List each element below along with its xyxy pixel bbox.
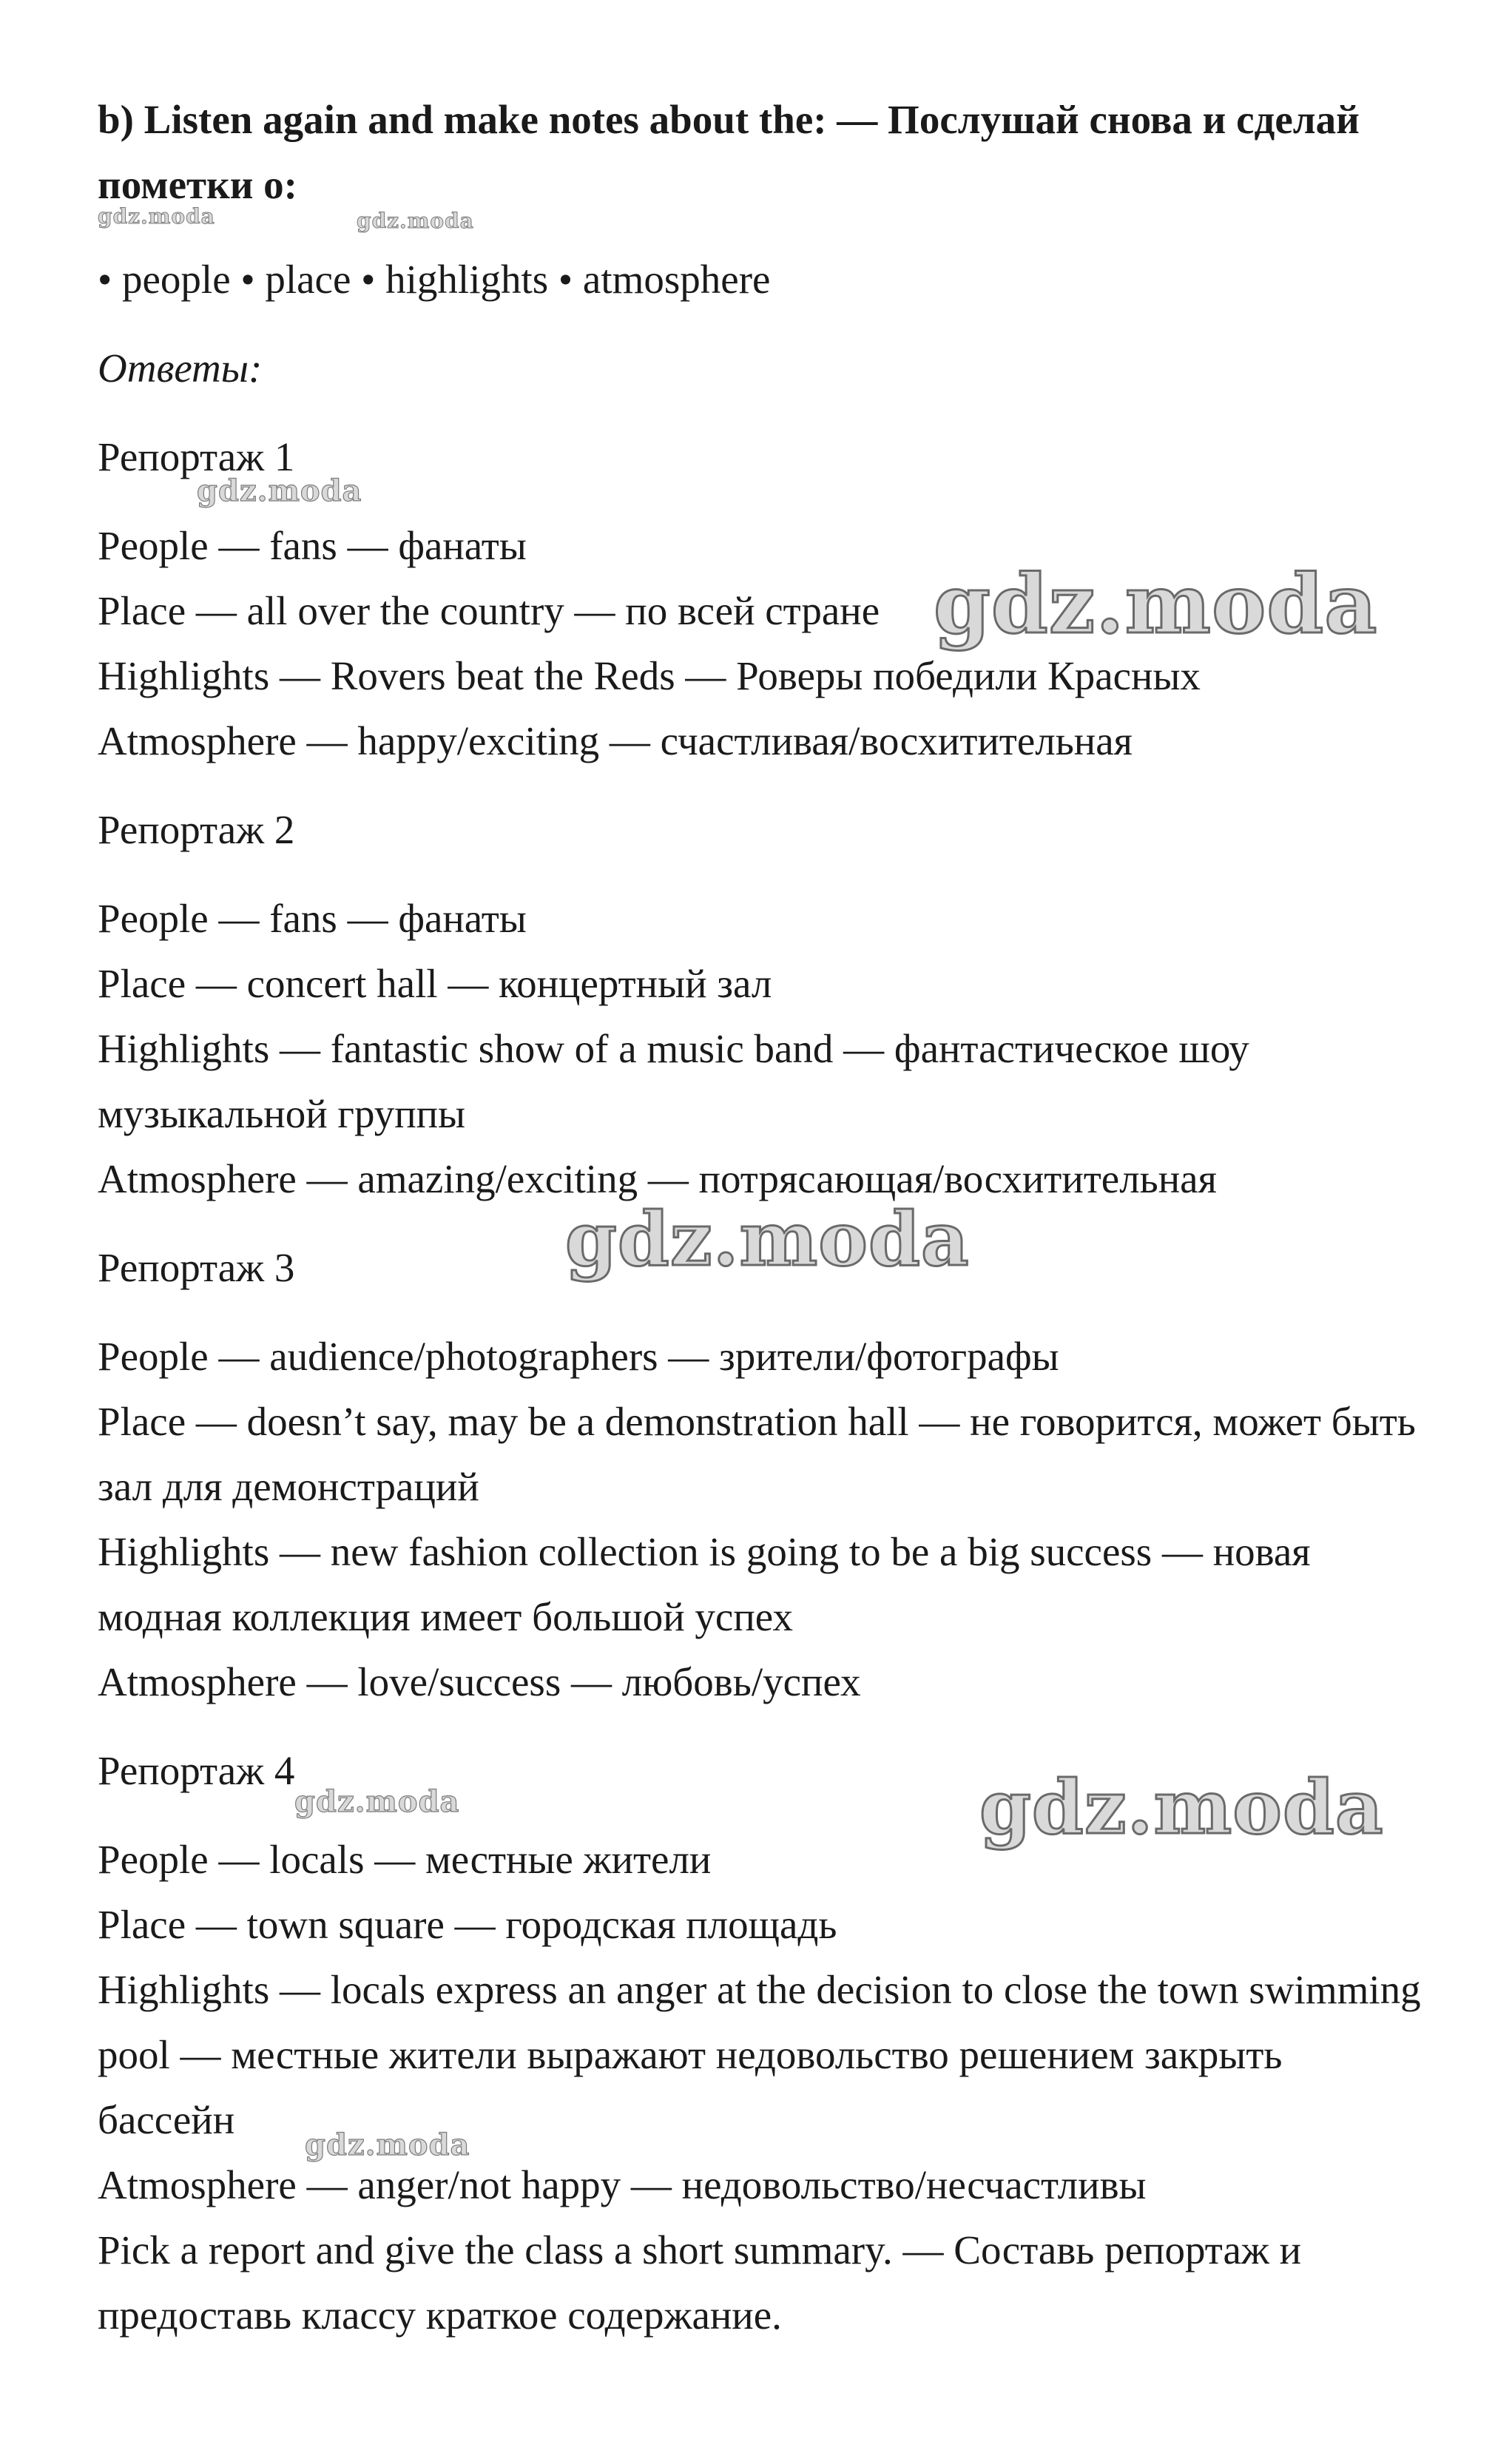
- report-title: Репортаж 3: [98, 1245, 295, 1290]
- report-4: [98, 1738, 1429, 2218]
- report-title: Репортаж 2: [98, 807, 295, 852]
- report-line-atmosphere: Atmosphere — happy/exciting — счастливая/восхитительная: [98, 718, 1133, 763]
- watermark-logo: gdz.moda: [979, 1764, 1384, 1851]
- report-1: [98, 425, 1429, 774]
- report-line-highlights: Highlights — Rovers beat the Reds — Роверы победили Красных: [98, 653, 1201, 698]
- report-line-atmosphere: Atmosphere — amazing/exciting — потрясающая/восхитительная: [98, 1156, 1217, 1201]
- watermark-logo: gdz.moda: [197, 473, 362, 508]
- report-line-people: People — locals — местные жители: [98, 1837, 712, 1882]
- task-title: b) Listen again and make notes about the: — Послушай снова и сделай пометки о:: [98, 97, 1360, 207]
- report-line-atmosphere: Atmosphere — anger/not happy — недовольство/несчастливы: [98, 2162, 1147, 2207]
- report-line-people: People — fans — фанаты: [98, 896, 527, 941]
- watermark-logo: gdz.moda: [934, 556, 1378, 652]
- watermark-logo: gdz.moda: [357, 209, 474, 233]
- report-line-place: Place — doesn’t say, may be a demonstration hall — не говорится, может быть зал для демонстраций: [98, 1399, 1416, 1509]
- report-line-people: People — fans — фанаты: [98, 523, 527, 568]
- report-line-highlights: Highlights — new fashion collection is going to be a big success — новая модная коллекция имеет большой успех: [98, 1529, 1311, 1639]
- report-title: Репортаж 4: [98, 1748, 295, 1793]
- watermark-logo: gdz.moda: [294, 1784, 460, 1819]
- report-line-place: Place — concert hall — концертный зал: [98, 961, 772, 1006]
- report-line-atmosphere: Atmosphere — love/success — любовь/успех: [98, 1659, 861, 1704]
- task-bullets: • people • place • highlights • atmosphere: [98, 257, 771, 302]
- report-3: [98, 1235, 1429, 1715]
- document-page: [98, 87, 1429, 2348]
- report-title: Репортаж 1: [98, 434, 295, 479]
- report-line-place: Place — town square — городская площадь: [98, 1902, 837, 1947]
- report-line-place: Place — all over the country — по всей стране: [98, 588, 880, 633]
- answers-label: Ответы:: [98, 345, 263, 391]
- closing-instruction: Pick a report and give the class a short summary. — Составь репортаж и предоставь классу краткое содержание.: [98, 2227, 1302, 2338]
- report-line-highlights: Highlights — fantastic show of a music band — фантастическое шоу музыкальной группы: [98, 1026, 1249, 1136]
- watermark-logo: gdz.moda: [305, 2128, 470, 2162]
- watermark-logo: gdz.moda: [565, 1195, 970, 1283]
- watermark-logo: gdz.moda: [98, 204, 215, 229]
- report-line-people: People — audience/photographers — зрители/фотографы: [98, 1334, 1059, 1379]
- report-2: [98, 797, 1429, 1212]
- report-line-highlights: Highlights — locals express an anger at the decision to close the town swimming pool — местные жители выражают недовольство решением закрыть бассейн: [98, 1967, 1421, 2142]
